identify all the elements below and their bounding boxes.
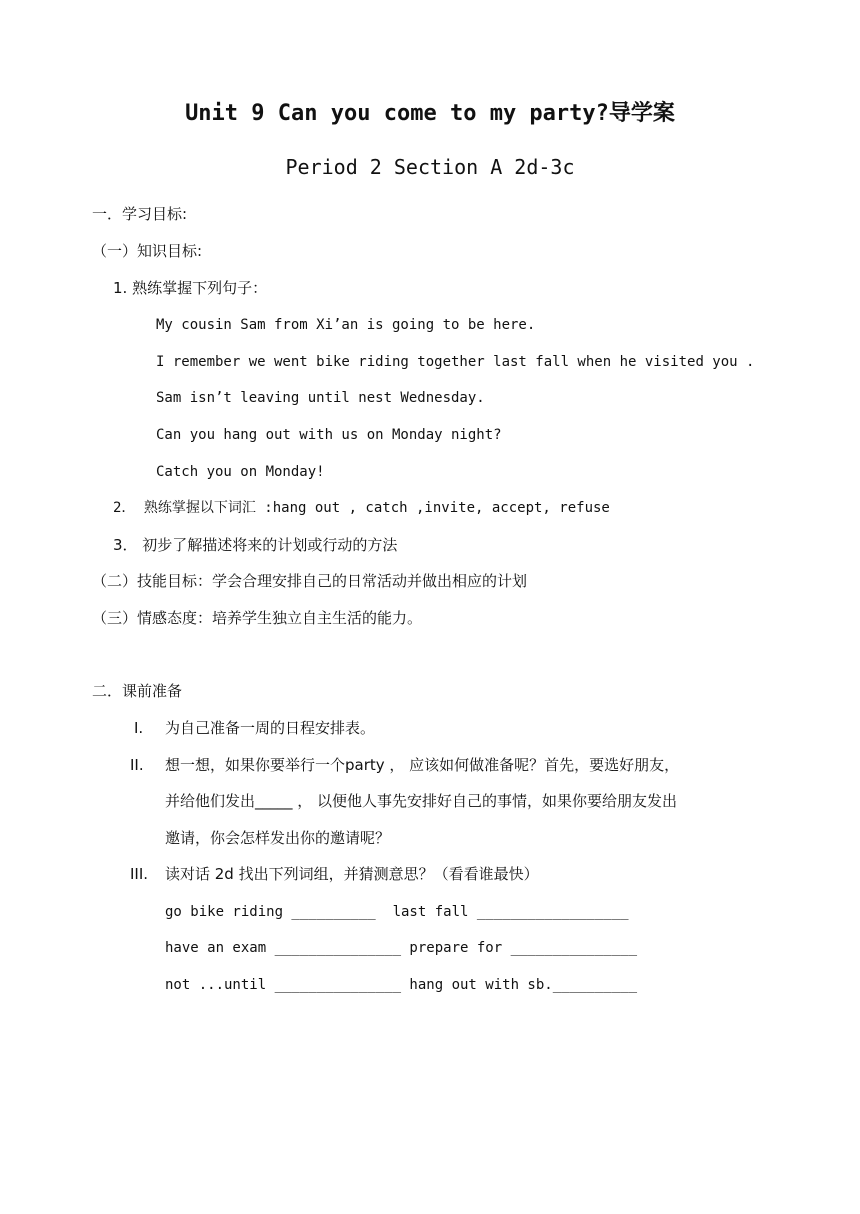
document-title: Unit 9 Can you come to my party?导学案 xyxy=(185,101,675,126)
prep-item-2-line-2: 并给他们发出_____ ， 以便他人事先安排好自己的事情，如果你要给朋友发出 xyxy=(165,792,678,810)
document-subtitle: Period 2 Section A 2d-3c xyxy=(285,155,575,179)
phrase-row-3: not ...until _______________ hang out with sb.__________ xyxy=(165,977,638,993)
prep-item-3-number: III. xyxy=(130,865,149,883)
prep-item-2-line-1: 想一想，如果你要举行一个party ， 应该如何做准备呢？首先，要选好朋友， xyxy=(165,756,680,774)
goal-item-2: 2． 熟练掌握以下词汇 :hang out , catch ,invite, accept, refuse xyxy=(113,500,610,516)
sentence-1: My cousin Sam from Xi’an is going to be here. xyxy=(156,317,536,333)
sentence-5: Catch you on Monday! xyxy=(156,464,325,480)
prep-item-3-text: 读对话 2d 找出下列词组，并猜测意思？（看看谁最快） xyxy=(165,865,539,883)
phrase-row-2: have an exam _______________ prepare for _______________ xyxy=(165,940,638,956)
goal-item-3: 3． 初步了解描述将来的计划或行动的方法 xyxy=(113,536,398,554)
affective-goals: （三）情感态度：培养学生独立自主生活的能力。 xyxy=(92,609,423,627)
phrase-row-1: go bike riding __________ last fall __________________ xyxy=(165,904,629,920)
skill-goals: （二）技能目标：学会合理安排自己的日常活动并做出相应的计划 xyxy=(92,572,528,590)
sentence-2: I remember we went bike riding together last fall when he visited you . xyxy=(156,354,755,370)
section-2-heading: 二．课前准备 xyxy=(92,682,183,700)
prep-item-2-line-3: 邀请，你会怎样发出你的邀请呢？ xyxy=(165,829,391,847)
sentence-4: Can you hang out with us on Monday night? xyxy=(156,427,502,443)
goal-item-1: 1. 熟练掌握下列句子： xyxy=(113,279,268,297)
knowledge-goals-heading: （一）知识目标: xyxy=(92,242,203,260)
prep-item-1-number: I. xyxy=(134,719,144,737)
section-1-heading: 一．学习目标: xyxy=(92,205,188,223)
prep-item-1-text: 为自己准备一周的日程安排表。 xyxy=(165,719,376,737)
prep-item-2-number: II. xyxy=(130,756,144,774)
sentence-3: Sam isn’t leaving until nest Wednesday. xyxy=(156,390,485,406)
